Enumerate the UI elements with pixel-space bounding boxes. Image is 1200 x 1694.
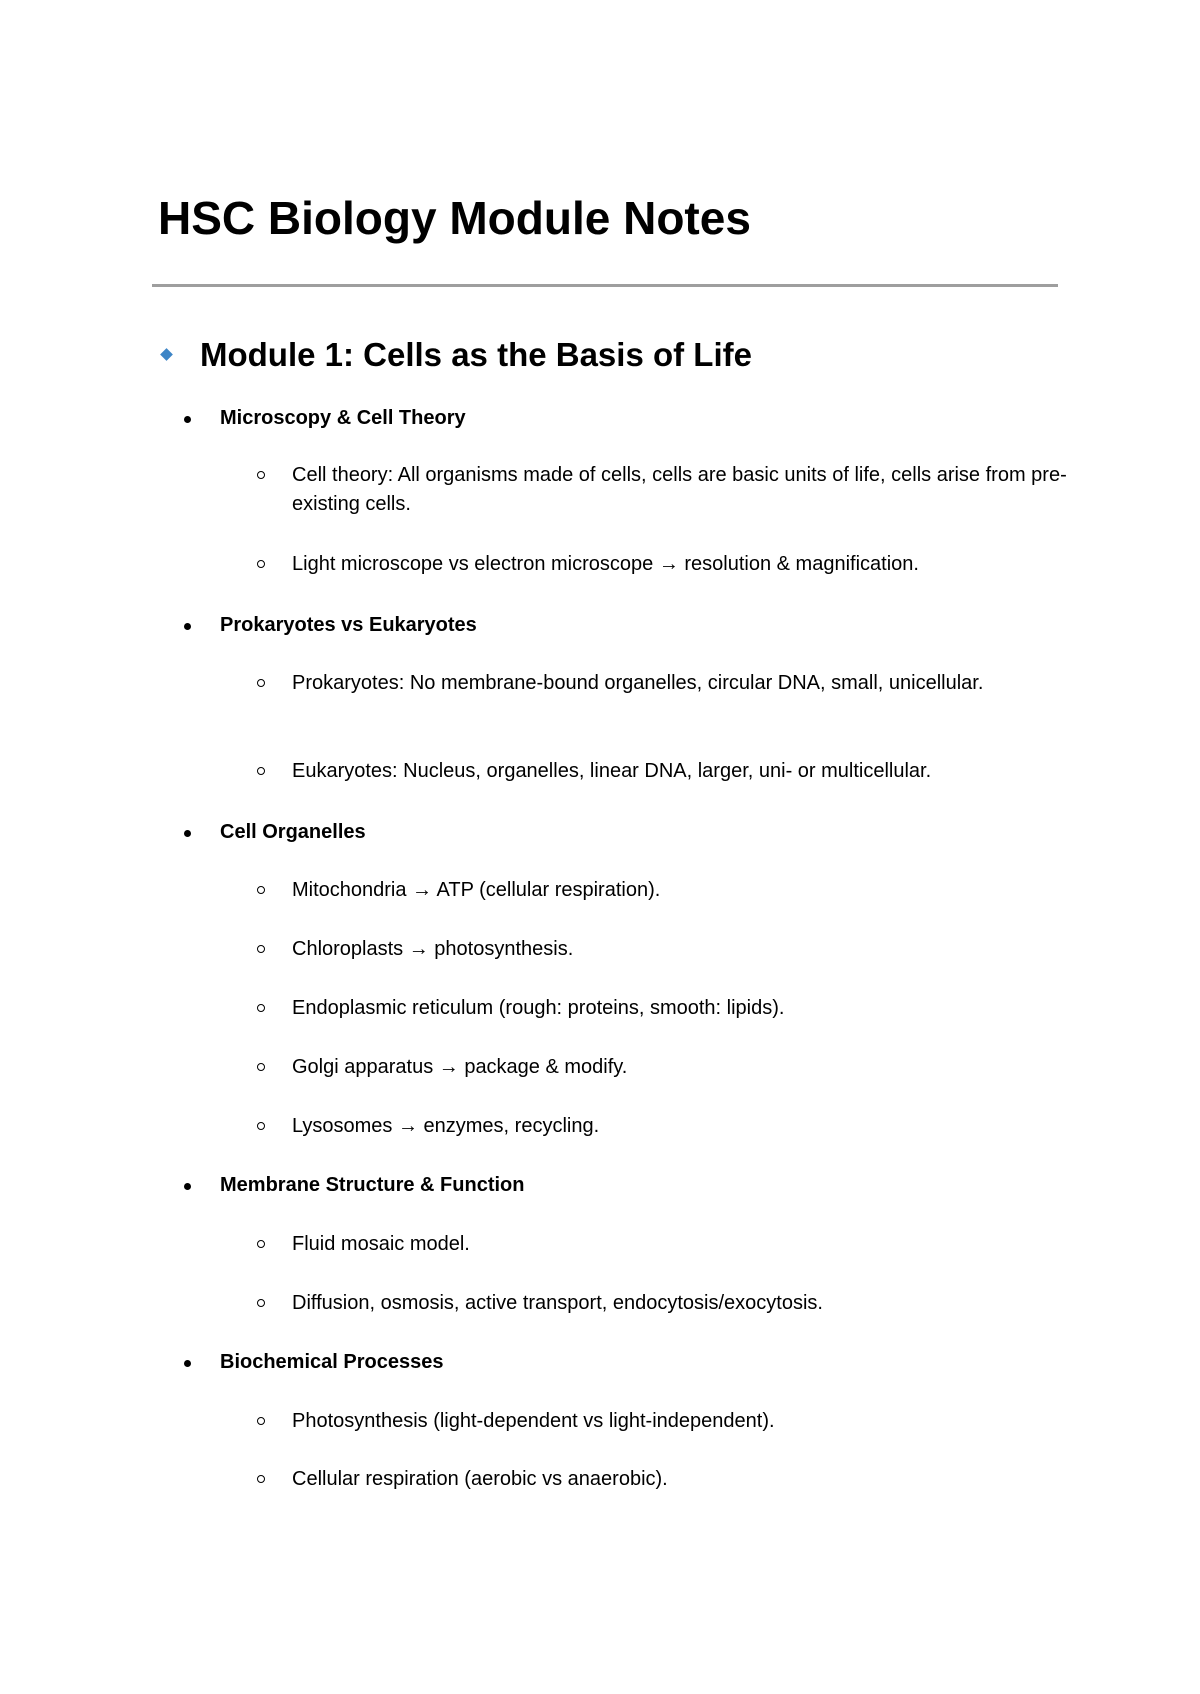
list-item: Fluid mosaic model.	[292, 1233, 470, 1255]
bullet-circle-icon	[257, 1475, 265, 1483]
page-title: HSC Biology Module Notes	[158, 192, 751, 244]
title-divider	[152, 284, 1058, 287]
bullet-circle-icon	[257, 1240, 265, 1248]
diamond-bullet-icon	[160, 348, 173, 361]
bullet-circle-icon	[257, 471, 265, 479]
list-item: Mitochondria → ATP (cellular respiration).	[292, 879, 661, 901]
bullet-dot-icon	[184, 623, 191, 630]
bullet-circle-icon	[257, 1417, 265, 1425]
bullet-dot-icon	[184, 830, 191, 837]
bullet-circle-icon	[257, 560, 265, 568]
bullet-circle-icon	[257, 767, 265, 775]
section-heading: Cell Organelles	[220, 821, 366, 843]
module-heading: Module 1: Cells as the Basis of Life	[200, 336, 752, 373]
list-item: Light microscope vs electron microscope → resolution & magnification.	[292, 553, 919, 575]
bullet-circle-icon	[257, 1299, 265, 1307]
section-heading: Prokaryotes vs Eukaryotes	[220, 614, 477, 636]
bullet-circle-icon	[257, 1122, 265, 1130]
bullet-dot-icon	[184, 416, 191, 423]
list-item: Cellular respiration (aerobic vs anaerobic).	[292, 1468, 668, 1490]
list-item: Endoplasmic reticulum (rough: proteins, smooth: lipids).	[292, 997, 785, 1019]
section-heading: Microscopy & Cell Theory	[220, 407, 466, 429]
list-item: Chloroplasts → photosynthesis.	[292, 938, 574, 960]
list-item: Diffusion, osmosis, active transport, endocytosis/exocytosis.	[292, 1292, 823, 1314]
section-heading: Membrane Structure & Function	[220, 1174, 525, 1196]
bullet-circle-icon	[257, 679, 265, 687]
bullet-circle-icon	[257, 945, 265, 953]
list-item: Photosynthesis (light-dependent vs light-independent).	[292, 1410, 775, 1432]
bullet-circle-icon	[257, 1063, 265, 1071]
bullet-circle-icon	[257, 1004, 265, 1012]
bullet-dot-icon	[184, 1183, 191, 1190]
bullet-dot-icon	[184, 1360, 191, 1367]
list-item: Prokaryotes: No membrane-bound organelles, circular DNA, small, unicellular.	[292, 672, 984, 694]
list-item: Golgi apparatus → package & modify.	[292, 1056, 628, 1078]
section-heading: Biochemical Processes	[220, 1351, 444, 1373]
list-item: Eukaryotes: Nucleus, organelles, linear DNA, larger, uni- or multicellular.	[292, 760, 932, 782]
bullet-circle-icon	[257, 886, 265, 894]
list-item: Lysosomes → enzymes, recycling.	[292, 1115, 600, 1137]
list-item: Cell theory: All organisms made of cells, cells are basic units of life, cells arise from pre-existing cells.	[292, 464, 1067, 515]
